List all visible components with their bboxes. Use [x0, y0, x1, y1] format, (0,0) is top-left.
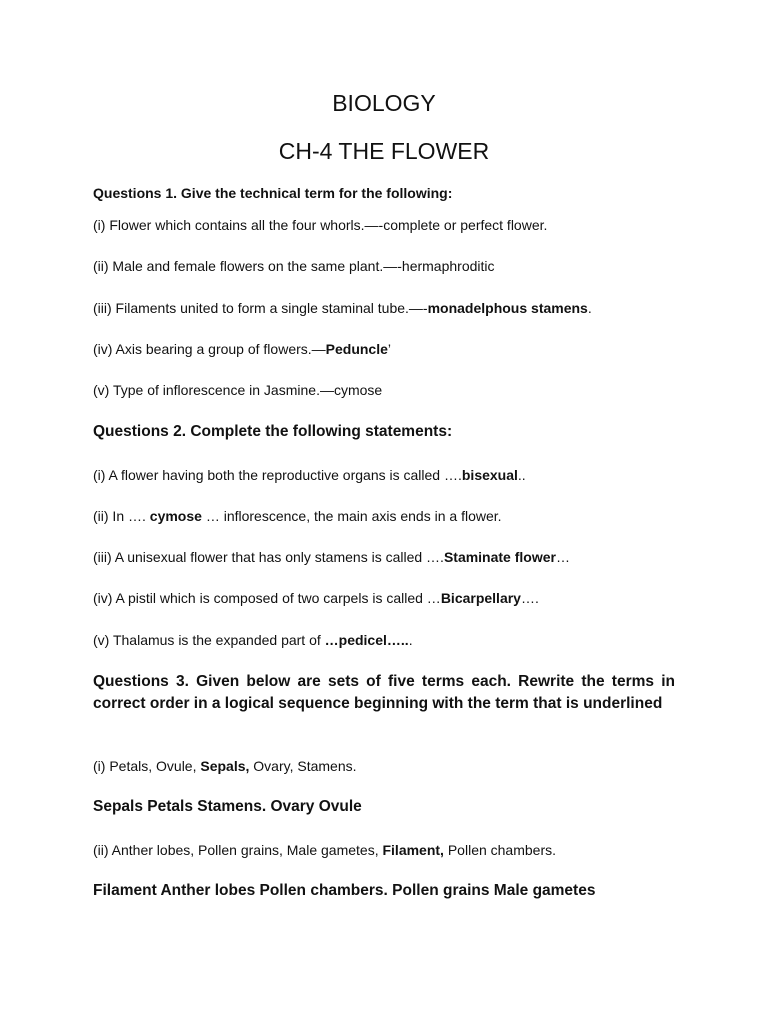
- q3-answer-1: Sepals Petals Stamens. Ovary Ovule: [93, 798, 362, 815]
- q2-item-3: (iii) A unisexual flower that has only stamens is called ….Staminate flower…: [93, 549, 570, 565]
- q1-item-5: (v) Type of inflorescence in Jasmine.—cymose: [93, 382, 383, 398]
- q2-item-2: (ii) In …. cymose … inflorescence, the main axis ends in a flower.: [93, 508, 502, 524]
- document-title: BIOLOGY: [332, 90, 436, 116]
- q2-item-1: (i) A flower having both the reproductive organs is called ….bisexual..: [93, 467, 526, 483]
- q1-item-3: (iii) Filaments united to form a single staminal tube.—-monadelphous stamens.: [93, 300, 592, 316]
- q3-heading: Questions 3. Given below are sets of five terms each. Rewrite the terms in correct order in a logical sequence beginning with the term that is underlined: [93, 673, 675, 712]
- q3-item-2: (ii) Anther lobes, Pollen grains, Male gametes, Filament, Pollen chambers.: [93, 842, 557, 858]
- q3-item-1: (i) Petals, Ovule, Sepals, Ovary, Stamens.: [93, 758, 357, 774]
- q2-item-5: (v) Thalamus is the expanded part of …pedicel…...: [93, 632, 413, 648]
- chapter-title: CH-4 THE FLOWER: [278, 138, 490, 164]
- q1-heading: Questions 1. Give the technical term for the following:: [93, 185, 453, 201]
- q1-item-4: (iv) Axis bearing a group of flowers.—Peduncle’: [93, 341, 392, 357]
- q2-heading: Questions 2. Complete the following statements:: [93, 423, 453, 440]
- q1-item-2: (ii) Male and female flowers on the same plant.—-hermaphroditic: [93, 258, 495, 274]
- q2-item-4: (iv) A pistil which is composed of two carpels is called …Bicarpellary….: [93, 590, 539, 606]
- q3-answer-2: Filament Anther lobes Pollen chambers. Pollen grains Male gametes: [93, 882, 596, 899]
- q1-item-1: (i) Flower which contains all the four whorls.—-complete or perfect flower.: [93, 217, 548, 233]
